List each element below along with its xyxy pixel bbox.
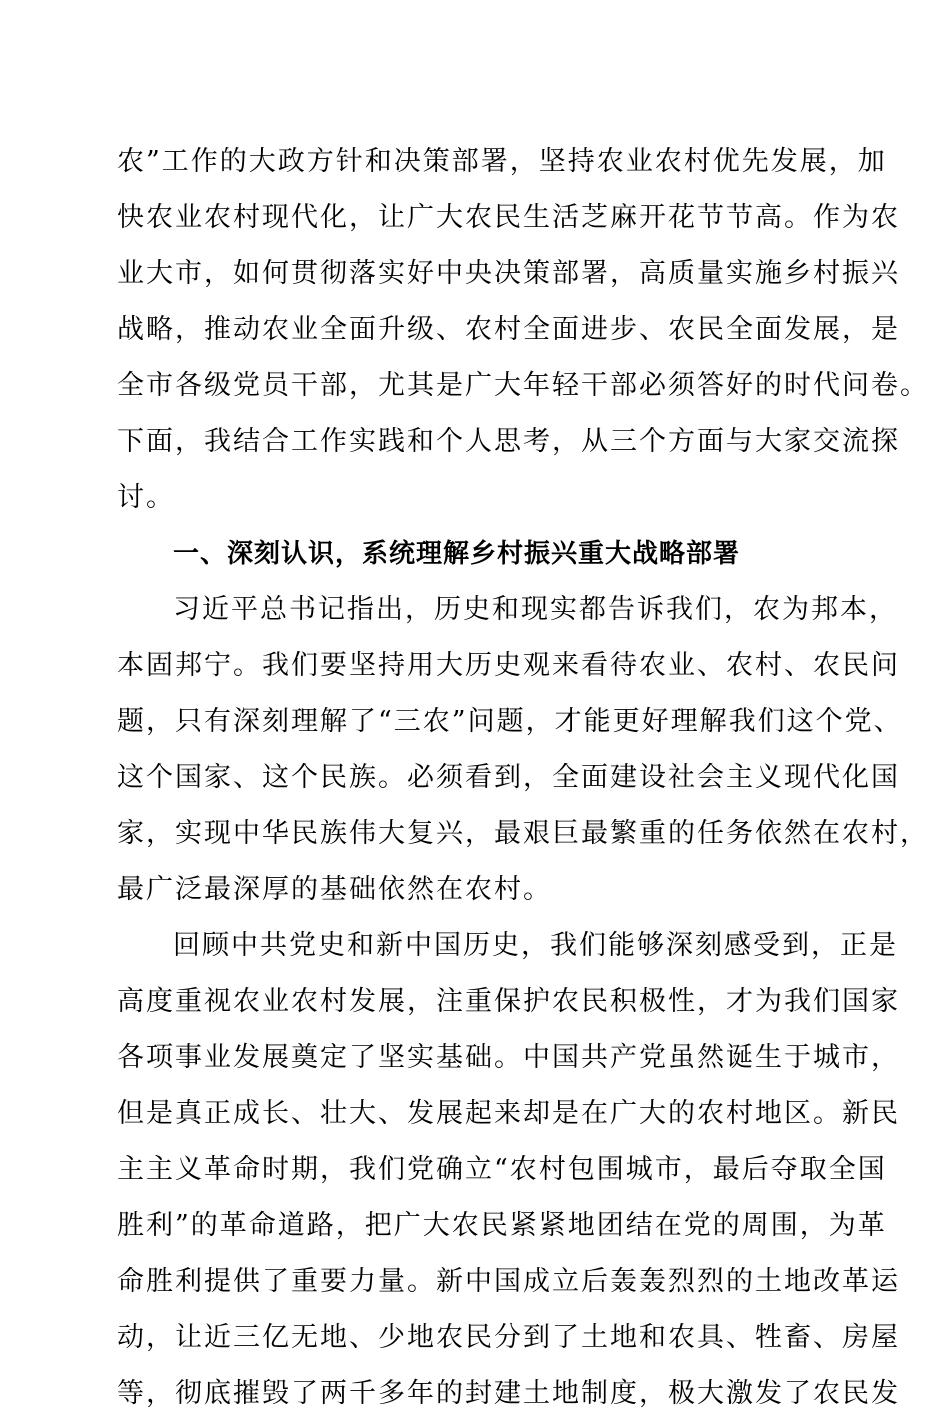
document-body	[117, 134, 929, 1422]
text-line: 本固邦宁。我们要坚持用大历史观来看待农业、农村、农民问	[117, 650, 900, 681]
text-line: 这个国家、这个民族。必须看到，全面建设社会主义现代化国	[117, 762, 900, 793]
text-line: 家，实现中华民族伟大复兴，最艰巨最繁重的任务依然在农村，	[117, 818, 929, 849]
paragraph-2	[117, 918, 900, 1422]
text-line: 动，让近三亿无地、少地农民分到了土地和农具、牲畜、房屋	[117, 1322, 900, 1353]
text-line: 回顾中共党史和新中国历史，我们能够深刻感受到，正是	[173, 930, 898, 961]
text-line: 高度重视农业农村发展，注重保护农民积极性，才为我们国家	[117, 986, 900, 1017]
paragraph-1	[117, 582, 929, 918]
text-line: 胜利”的革命道路，把广大农民紧紧地团结在党的周围，为革	[117, 1210, 887, 1241]
text-line: 题，只有深刻理解了“三农”问题，才能更好理解我们这个党、	[117, 706, 903, 737]
text-line: 讨。	[117, 482, 175, 513]
section-heading: 一、深刻认识，系统理解乡村振兴重大战略部署	[173, 539, 741, 569]
text-line: 下面，我结合工作实践和个人思考，从三个方面与大家交流探	[117, 426, 900, 457]
text-line: 最广泛最深厚的基础依然在农村。	[117, 874, 552, 905]
text-line: 业大市，如何贯彻落实好中央决策部署，高质量实施乡村振兴	[117, 258, 900, 289]
text-line: 快农业农村现代化，让广大农民生活芝麻开花节节高。作为农	[117, 202, 900, 233]
text-line: 各项事业发展奠定了坚实基础。中国共产党虽然诞生于城市，	[117, 1042, 900, 1073]
text-line: 命胜利提供了重要力量。新中国成立后轰轰烈烈的土地改革运	[117, 1266, 900, 1297]
intro-paragraph	[117, 134, 929, 526]
text-line: 但是真正成长、壮大、发展起来却是在广大的农村地区。新民	[117, 1098, 900, 1129]
text-line: 农”工作的大政方针和决策部署，坚持农业农村优先发展，加	[117, 146, 887, 177]
text-line: 全市各级党员干部，尤其是广大年轻干部必须答好的时代问卷。	[117, 370, 929, 401]
text-line: 主主义革命时期，我们党确立“农村包围城市，最后夺取全国	[117, 1154, 887, 1185]
text-line: 习近平总书记指出，历史和现实都告诉我们，农为邦本，	[173, 594, 898, 625]
text-line: 战略，推动农业全面升级、农村全面进步、农民全面发展，是	[117, 314, 900, 345]
text-line: 等，彻底摧毁了两千多年的封建土地制度，极大激发了农民发	[117, 1378, 900, 1409]
